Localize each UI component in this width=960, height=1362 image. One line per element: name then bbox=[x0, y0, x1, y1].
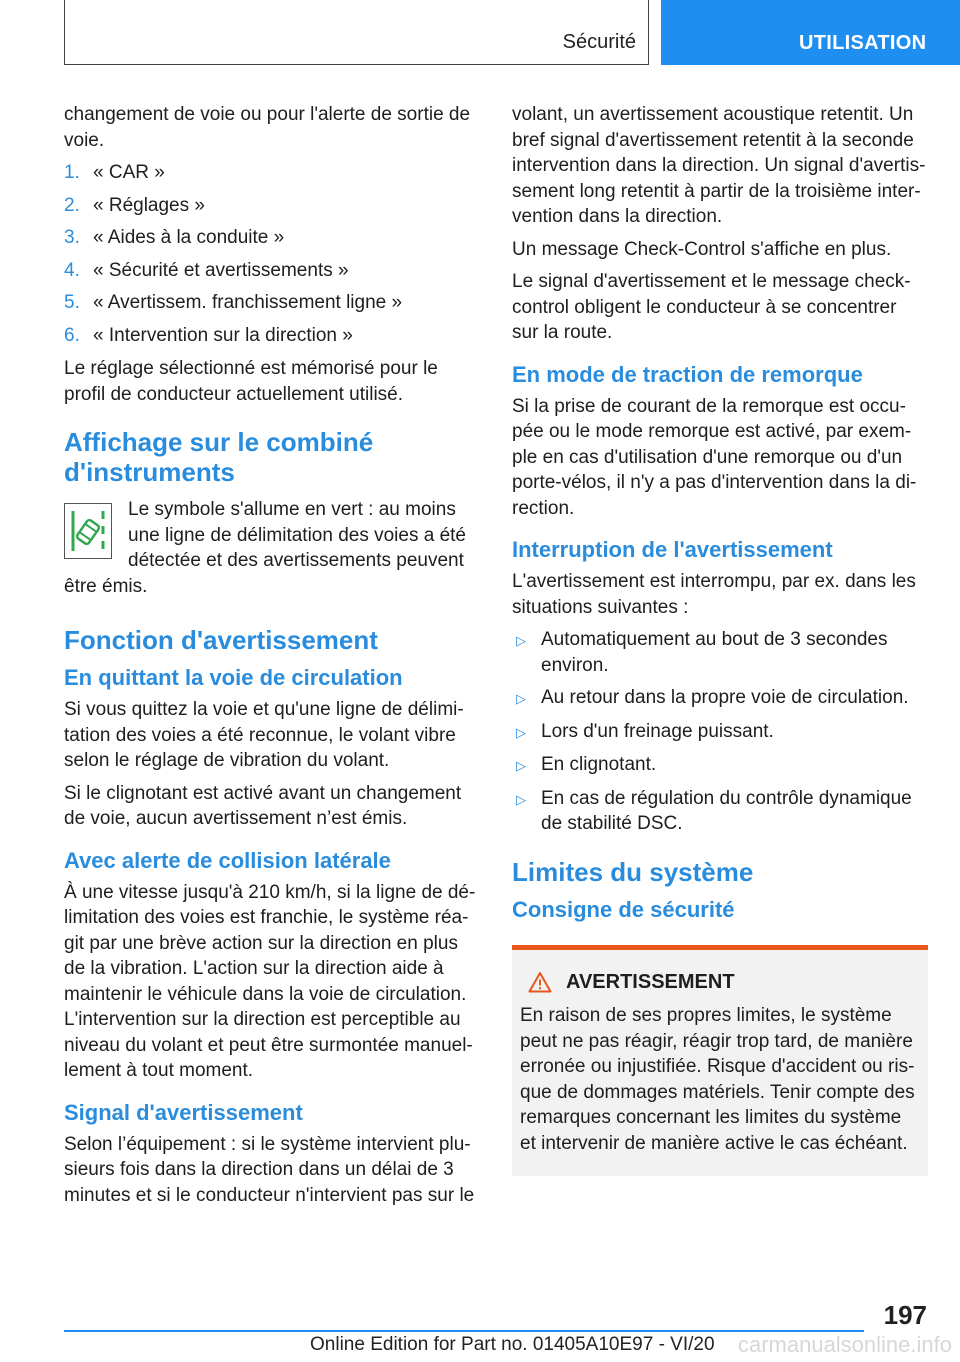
interruption-paragraph: L'avertissement est interrompu, par ex. dans les situations suivantes : bbox=[512, 571, 916, 618]
step-text: « Sécurité et avertissements » bbox=[93, 259, 349, 281]
intro-paragraph: changement de voie ou pour l'alerte de sortie de voie. bbox=[64, 104, 471, 151]
heading-warning-signal: Signal d'avertissement bbox=[64, 1099, 303, 1125]
heading-trailer-mode: En mode de traction de remorque bbox=[512, 361, 863, 387]
step-number: 1. bbox=[64, 162, 80, 183]
continued-paragraph: volant, un avertissement acoustique retentit. Un bref signal d'avertissement retentit à la seconde intervention dans la direction. Un signal d'avertis‐sement long retentit à partir de la troisième inter‐vention dans la direction. bbox=[512, 104, 926, 227]
warning-box bbox=[512, 945, 928, 1177]
list-item bbox=[512, 752, 928, 779]
header-section-title: Sécurité bbox=[562, 31, 636, 53]
warning-signal-paragraph: Selon l’équipement : si le système intervient plu‐sieurs fois dans la direction dans un délai de 3 minutes et si le conducteur n'intervient pas sur le bbox=[64, 1133, 475, 1206]
bullet-text: En cas de régulation du contrôle dynamique de stabilité DSC. bbox=[541, 787, 912, 834]
list-item bbox=[512, 719, 928, 746]
saved-setting-paragraph: Le réglage sélectionné est mémorisé pour le profil de conducteur actuellement utilisé. bbox=[64, 358, 438, 405]
warning-title-row bbox=[520, 970, 920, 996]
lane-departure-icon bbox=[64, 503, 112, 559]
heading-side-collision: Avec alerte de collision latérale bbox=[64, 847, 391, 873]
header-section-box bbox=[64, 0, 649, 65]
bullet-text: Lors d'un freinage puissant. bbox=[541, 720, 774, 742]
leaving-lane-paragraph-1: Si vous quittez la voie et qu'une ligne de délimi‐tation des voies a été reconnue, le volant vibre selon le réglage de vibration du volant. bbox=[64, 699, 464, 771]
step-number: 2. bbox=[64, 194, 80, 216]
step-number: 5. bbox=[64, 292, 80, 313]
step-number: 6. bbox=[64, 324, 80, 346]
bullet-triangle-icon: ▷ bbox=[516, 724, 526, 740]
bullet-text: Au retour dans la propre voie de circulation. bbox=[541, 687, 909, 708]
list-item bbox=[64, 225, 478, 251]
symbol-block bbox=[64, 497, 478, 599]
bullet-triangle-icon: ▷ bbox=[516, 633, 526, 648]
concentrate-paragraph: Le signal d'avertissement et le message check-control obligent le conducteur à se concentrer sur la route. bbox=[512, 271, 911, 343]
symbol-description: Le symbole s'allume en vert : au moins une ligne de délimitation des voies a été détectée et des avertissements peuvent être émis. bbox=[64, 499, 467, 597]
heading-safety-note: Consigne de sécurité bbox=[512, 896, 735, 922]
list-item bbox=[64, 258, 478, 284]
list-item bbox=[64, 193, 478, 219]
bullet-text: Automatiquement au bout de 3 secondes environ. bbox=[541, 629, 888, 676]
step-text: « Avertissem. franchissement ligne » bbox=[93, 292, 403, 313]
heading-instrument-display: Affichage sur le combiné d'instruments bbox=[64, 427, 374, 487]
heading-interruption: Interruption de l'avertissement bbox=[512, 537, 833, 562]
heading-warning-function: Fonction d'avertissement bbox=[64, 625, 378, 655]
page-number: 197 bbox=[883, 1300, 927, 1330]
check-control-paragraph: Un message Check-Control s'affiche en plus. bbox=[512, 238, 892, 260]
bullet-triangle-icon: ▷ bbox=[516, 791, 526, 807]
header-chapter-title: UTILISATION bbox=[799, 32, 927, 54]
list-item bbox=[64, 323, 478, 349]
watermark: carmanualsonline.info bbox=[737, 1332, 952, 1357]
bullet-text: En clignotant. bbox=[541, 754, 657, 775]
footer-edition: Online Edition for Part no. 01405A10E97 - VI/20 bbox=[310, 1334, 715, 1355]
list-item bbox=[64, 290, 478, 316]
heading-leaving-lane: En quittant la voie de circulation bbox=[64, 665, 403, 690]
bullet-triangle-icon: ▷ bbox=[516, 691, 526, 706]
list-item bbox=[512, 685, 928, 712]
interruption-bullets bbox=[512, 627, 928, 837]
list-item bbox=[512, 786, 928, 837]
step-text: « Réglages » bbox=[93, 194, 205, 216]
leaving-lane-paragraph-2: Si le clignotant est activé avant un changement de voie, aucun avertissement n’est émis. bbox=[64, 782, 462, 829]
right-column bbox=[512, 102, 928, 1176]
heading-system-limits: Limites du système bbox=[512, 856, 754, 887]
list-item bbox=[64, 160, 478, 186]
settings-steps-list bbox=[64, 160, 478, 348]
warning-triangle-icon bbox=[528, 971, 552, 993]
step-text: « Intervention sur la direction » bbox=[93, 324, 353, 346]
warning-text: En raison de ses propres limites, le système peut ne pas réagir, réagir trop tard, de manière erronée ou injustifiée. Risque d'accident ou ris‐que de dommages matériels. Tenir compte des remarques concernant les limites du système et intervenir de manière active le cas échéant. bbox=[520, 1005, 915, 1154]
left-column bbox=[64, 102, 478, 1215]
side-collision-paragraph: À une vitesse jusqu'à 210 km/h, si la ligne de dé‐limitation des voies est franchie, le système réa‐git par une brève action sur la direction en plus de la vibration. L'action sur la direction aide à maintenir le véhicule dans la voie de circulation. L'intervention sur la direction est perceptible au niveau du volant et peut être surmontée manuel‐lement à tout moment. bbox=[64, 881, 476, 1081]
bullet-triangle-icon: ▷ bbox=[516, 758, 526, 773]
warning-title: AVERTISSEMENT bbox=[566, 970, 735, 993]
trailer-paragraph: Si la prise de courant de la remorque est occu‐pée ou le mode remorque est activé, par exem‐ple en cas d'utilisation d'une remorque ou d'un porte-vélos, il n'y a pas d'intervention dans la di‐rection. bbox=[512, 395, 917, 519]
step-text: « CAR » bbox=[93, 162, 165, 183]
list-item bbox=[512, 627, 928, 678]
step-number: 3. bbox=[64, 227, 80, 248]
step-number: 4. bbox=[64, 259, 80, 281]
header-chapter-tab bbox=[661, 0, 960, 65]
step-text: « Aides à la conduite » bbox=[93, 227, 285, 248]
